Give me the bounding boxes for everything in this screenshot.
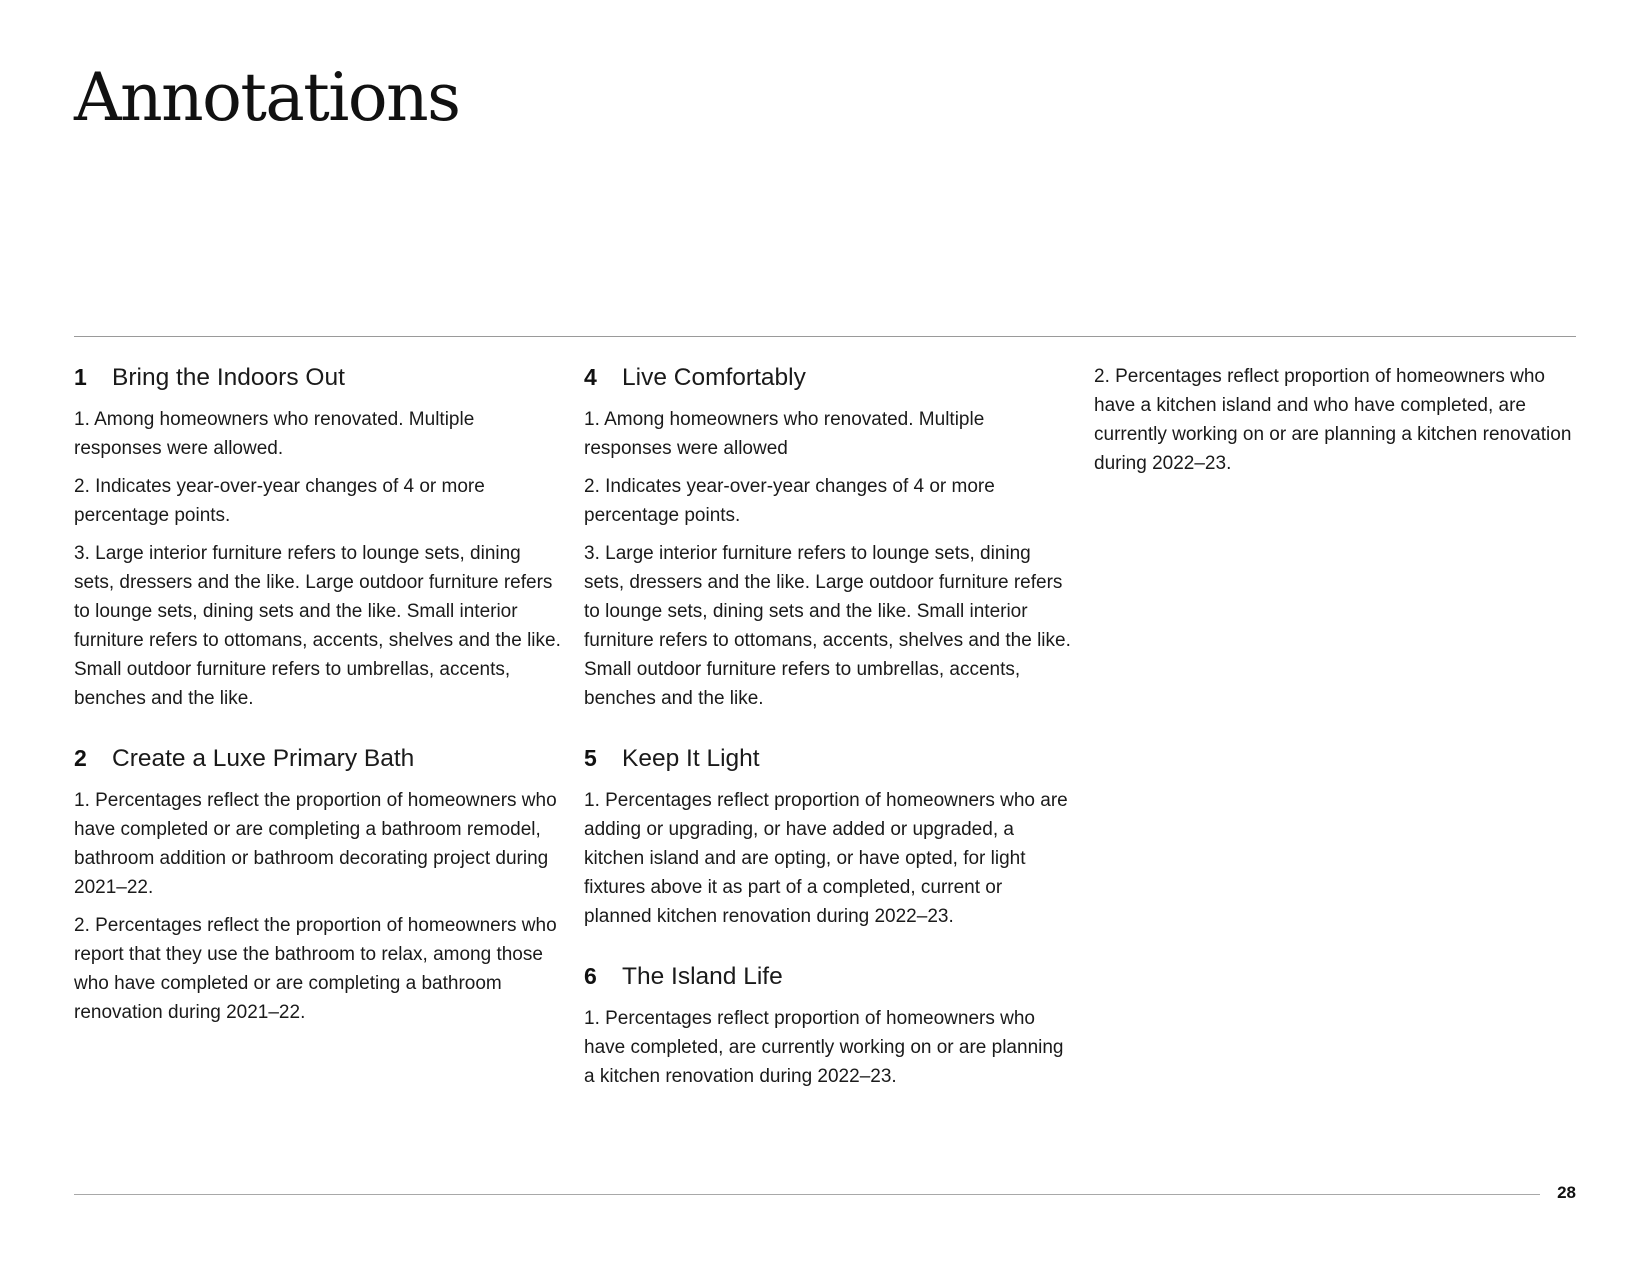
annotation-note: 1. Among homeowners who renovated. Multiple responses were allowed. (74, 409, 475, 459)
annotation-note: 1. Percentages reflect the proportion of homeowners who have completed or are completing a bathroom remodel, bathroom addition or bathroom decorating project during 2021–22. (74, 790, 557, 898)
top-divider (74, 336, 1576, 337)
annotation-note: 2. Percentages reflect proportion of homeowners who have a kitchen island and who have completed, are currently working on or are planning a kitchen renovation during 2022–23. (1094, 366, 1572, 474)
annotations-column-1 (74, 360, 564, 1055)
section-title: Live Comfortably (622, 364, 806, 391)
section-keep-it-light (584, 741, 1074, 931)
section-title: The Island Life (622, 963, 783, 990)
annotation-note: 1. Percentages reflect proportion of homeowners who are adding or upgrading, or have added or upgraded, a kitchen island and are opting, or have opted, for light fixtures above it as part of a completed, current or planned kitchen renovation during 2022–23. (584, 790, 1068, 927)
bottom-divider (74, 1194, 1540, 1195)
section-number: 4 (584, 364, 597, 390)
section-the-island-life (584, 959, 1074, 1091)
section-number: 6 (584, 963, 597, 989)
annotation-note: 3. Large interior furniture refers to lounge sets, dining sets, dressers and the like. Large outdoor furniture refers to lounge sets, dining sets and the like. Small interior furniture refers to ottomans, accents, shelves and the like. Small outdoor furniture refers to umbrellas, accents, benches and the like. (74, 543, 561, 709)
annotation-note: 1. Percentages reflect proportion of homeowners who have completed, are currently working on or are planning a kitchen renovation during 2022–23. (584, 1008, 1064, 1087)
section-title: Keep It Light (622, 745, 760, 772)
annotation-note: 2. Indicates year-over-year changes of 4 or more percentage points. (74, 476, 485, 526)
section-heading (584, 741, 1074, 776)
page-title: Annotations (74, 59, 460, 136)
section-number: 2 (74, 745, 87, 771)
section-heading (74, 741, 564, 776)
annotations-column-2 (584, 360, 1074, 1119)
annotation-note: 2. Indicates year-over-year changes of 4 or more percentage points. (584, 476, 995, 526)
annotation-note: 1. Among homeowners who renovated. Multiple responses were allowed (584, 409, 985, 459)
page-number: 28 (1557, 1183, 1576, 1202)
section-heading (74, 360, 564, 395)
annotations-column-3 (1094, 360, 1580, 487)
section-title: Create a Luxe Primary Bath (112, 745, 415, 772)
section-number: 1 (74, 364, 87, 390)
section-number: 5 (584, 745, 597, 771)
section-live-comfortably (584, 360, 1074, 713)
annotation-note: 3. Large interior furniture refers to lounge sets, dining sets, dressers and the like. Large outdoor furniture refers to lounge sets, dining sets and the like. Small interior furniture refers to ottomans, accents, shelves and the like. Small outdoor furniture refers to umbrellas, accents, benches and the like. (584, 543, 1071, 709)
section-heading (584, 959, 1074, 994)
section-bring-the-indoors-out (74, 360, 564, 713)
section-heading (584, 360, 1074, 395)
annotation-note: 2. Percentages reflect the proportion of homeowners who report that they use the bathroom to relax, among those who have completed or are completing a bathroom renovation during 2021–22. (74, 915, 557, 1023)
section-create-a-luxe-primary-bath (74, 741, 564, 1027)
section-title: Bring the Indoors Out (112, 364, 345, 391)
